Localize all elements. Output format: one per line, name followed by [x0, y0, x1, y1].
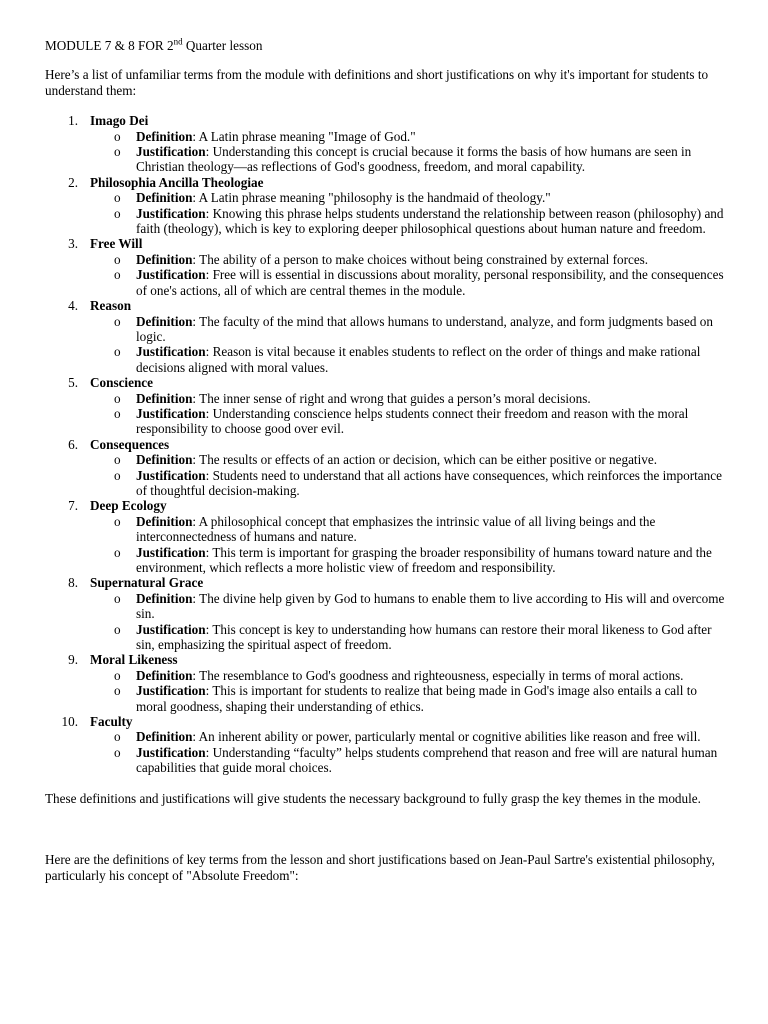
- definition-item: [90, 129, 728, 144]
- term-details: [90, 514, 728, 576]
- definition-item: [90, 514, 728, 545]
- definition-item: [90, 314, 728, 345]
- justification-item: [90, 144, 728, 175]
- definition-text: : A Latin phrase meaning "philosophy is the handmaid of theology.": [192, 190, 551, 206]
- definition-label: Definition: [136, 128, 193, 144]
- justification-label: Justification: [136, 267, 206, 283]
- definition-text: : An inherent ability or power, particularly mental or cognitive abilities like reason and free will.: [192, 729, 701, 745]
- term-number: 4.: [68, 298, 78, 314]
- bullet-icon: o: [114, 405, 121, 421]
- definition-text: : A philosophical concept that emphasizes the intrinsic value of all living beings and the interconnectedness of humans and nature.: [136, 513, 656, 545]
- term-number: 9.: [68, 652, 78, 668]
- term-details: [90, 190, 728, 236]
- justification-text: : Understanding “faculty” helps students comprehend that reason and free will are natural human capabilities that guide moral choices.: [136, 744, 718, 776]
- term-name: Consequences: [90, 436, 170, 452]
- page-title: [45, 38, 728, 53]
- definition-item: [90, 190, 728, 205]
- sartre-intro-paragraph: Here are the definitions of key terms from the lesson and short justifications based on Jean-Paul Sartre's existential philosophy, particularly his concept of "Absolute Freedom":: [45, 852, 715, 883]
- term-number: 1.: [68, 113, 78, 129]
- bullet-icon: o: [114, 544, 121, 560]
- term-number: 5.: [68, 375, 78, 391]
- term-number: 8.: [68, 575, 78, 591]
- justification-label: Justification: [136, 683, 206, 699]
- justification-label: Justification: [136, 144, 206, 160]
- term-number: 3.: [68, 236, 78, 252]
- term-details: [90, 391, 728, 437]
- list-item: [45, 437, 728, 499]
- list-item: [45, 175, 728, 237]
- justification-text: : Understanding conscience helps students connect their freedom and reason with the moral responsibility to choose good over evil.: [136, 405, 689, 437]
- definition-label: Definition: [136, 313, 193, 329]
- list-item: [45, 113, 728, 175]
- bullet-icon: o: [114, 251, 121, 267]
- bullet-icon: o: [114, 513, 121, 529]
- definition-label: Definition: [136, 452, 193, 468]
- title-rest: Quarter lesson: [182, 38, 263, 53]
- justification-label: Justification: [136, 744, 206, 760]
- bullet-icon: o: [114, 205, 121, 221]
- definition-text: : The inner sense of right and wrong that guides a person’s moral decisions.: [192, 390, 591, 406]
- definition-text: : The results or effects of an action or decision, which can be either positive or negative.: [192, 452, 658, 468]
- justification-text: : Understanding this concept is crucial because it forms the basis of how humans are seen in Christian theology—as reflections of God's goodness, freedom, and moral capability.: [136, 144, 692, 175]
- term-details: [90, 252, 728, 298]
- justification-text: : Students need to understand that all actions have consequences, which reinforces the importance of thoughtful decision-making.: [136, 467, 722, 498]
- definition-text: : The divine help given by God to humans to enable them to live according to His will and overcome sin.: [136, 590, 725, 622]
- justification-item: [90, 468, 728, 499]
- justification-text: : Reason is vital because it enables students to reflect on the order of things and make rational decisions aligned with moral values.: [136, 344, 701, 375]
- title-superscript: nd: [173, 36, 183, 47]
- definition-label: Definition: [136, 190, 193, 206]
- definition-text: : The ability of a person to make choices without being constrained by external forces.: [192, 251, 649, 267]
- justification-item: [90, 206, 728, 237]
- justification-item: [90, 683, 728, 714]
- term-name: Imago Dei: [90, 113, 149, 129]
- bullet-icon: o: [114, 621, 121, 637]
- terms-list: [45, 113, 728, 775]
- definition-label: Definition: [136, 590, 193, 606]
- justification-label: Justification: [136, 344, 206, 360]
- term-name: Free Will: [90, 236, 143, 252]
- term-name: Deep Ecology: [90, 498, 167, 514]
- list-item: [45, 375, 728, 437]
- bullet-icon: o: [114, 344, 121, 360]
- definition-item: [90, 591, 728, 622]
- bullet-icon: o: [114, 452, 121, 468]
- term-number: 2.: [68, 174, 78, 190]
- term-details: [90, 729, 728, 775]
- bullet-icon: o: [114, 190, 121, 206]
- term-details: [90, 452, 728, 498]
- justification-item: [90, 406, 728, 437]
- title-main: MODULE 7 & 8 FOR 2: [45, 38, 174, 53]
- definition-label: Definition: [136, 390, 193, 406]
- bullet-icon: o: [114, 744, 121, 760]
- bullet-icon: o: [114, 729, 121, 745]
- term-name: Conscience: [90, 375, 153, 391]
- definition-text: : The faculty of the mind that allows humans to understand, analyze, and form judgments based on logic.: [136, 313, 713, 344]
- bullet-icon: o: [114, 667, 121, 683]
- term-number: 6.: [68, 436, 78, 452]
- intro-paragraph: Here’s a list of unfamiliar terms from the module with definitions and short justifications on why it's important for students to understand them:: [45, 67, 709, 98]
- justification-label: Justification: [136, 405, 206, 421]
- list-item: [45, 575, 728, 652]
- term-name: Supernatural Grace: [90, 575, 204, 591]
- list-item: [45, 714, 728, 776]
- justification-item: [90, 745, 728, 776]
- justification-item: [90, 545, 728, 576]
- term-number: 7.: [68, 498, 78, 514]
- justification-text: : This term is important for grasping the broader responsibility of humans toward nature and the environment, which reflects a more holistic view of freedom and responsibility.: [136, 544, 712, 575]
- definition-label: Definition: [136, 667, 193, 683]
- term-name: Philosophia Ancilla Theologiae: [90, 174, 264, 190]
- list-item: [45, 498, 728, 575]
- list-item: [45, 298, 728, 375]
- bullet-icon: o: [114, 390, 121, 406]
- bullet-icon: o: [114, 683, 121, 699]
- definition-label: Definition: [136, 251, 193, 267]
- term-details: [90, 591, 728, 653]
- term-details: [90, 668, 728, 714]
- term-details: [90, 129, 728, 175]
- bullet-icon: o: [114, 467, 121, 483]
- term-details: [90, 314, 728, 376]
- term-name: Moral Likeness: [90, 652, 178, 668]
- justification-text: : This concept is key to understanding how humans can restore their moral likeness to God after sin, emphasizing the spiritual aspect of freedom.: [136, 621, 712, 653]
- definition-item: [90, 668, 728, 683]
- justification-label: Justification: [136, 205, 206, 221]
- term-number: 10.: [61, 714, 78, 730]
- term-name: Faculty: [90, 714, 133, 730]
- definition-item: [90, 729, 728, 744]
- justification-text: : This is important for students to realize that being made in God's image also entails a call to moral goodness, shaping their understanding of ethics.: [136, 683, 698, 714]
- bullet-icon: o: [114, 128, 121, 144]
- definition-text: : A Latin phrase meaning "Image of God.": [192, 128, 416, 144]
- justification-text: : Free will is essential in discussions about morality, personal responsibility, and the consequences of one's actions, all of which are central themes in the module.: [136, 267, 724, 298]
- bullet-icon: o: [114, 590, 121, 606]
- definition-label: Definition: [136, 729, 193, 745]
- definition-text: : The resemblance to God's goodness and righteousness, especially in terms of moral actions.: [192, 667, 684, 683]
- closing-paragraph: These definitions and justifications will give students the necessary background to fully grasp the key themes in the module.: [45, 790, 701, 806]
- justification-item: [90, 344, 728, 375]
- definition-item: [90, 391, 728, 406]
- definition-label: Definition: [136, 513, 193, 529]
- justification-label: Justification: [136, 467, 206, 483]
- bullet-icon: o: [114, 313, 121, 329]
- justification-text: : Knowing this phrase helps students understand the relationship between reason (philosophy) and faith (theology), which is key to exploring deeper philosophical questions about human nature and freedom.: [136, 205, 724, 237]
- justification-label: Justification: [136, 544, 206, 560]
- justification-label: Justification: [136, 621, 206, 637]
- bullet-icon: o: [114, 144, 121, 160]
- list-item: [45, 236, 728, 298]
- justification-item: [90, 267, 728, 298]
- definition-item: [90, 252, 728, 267]
- list-item: [45, 652, 728, 714]
- term-name: Reason: [90, 298, 132, 314]
- justification-item: [90, 622, 728, 653]
- bullet-icon: o: [114, 267, 121, 283]
- definition-item: [90, 452, 728, 467]
